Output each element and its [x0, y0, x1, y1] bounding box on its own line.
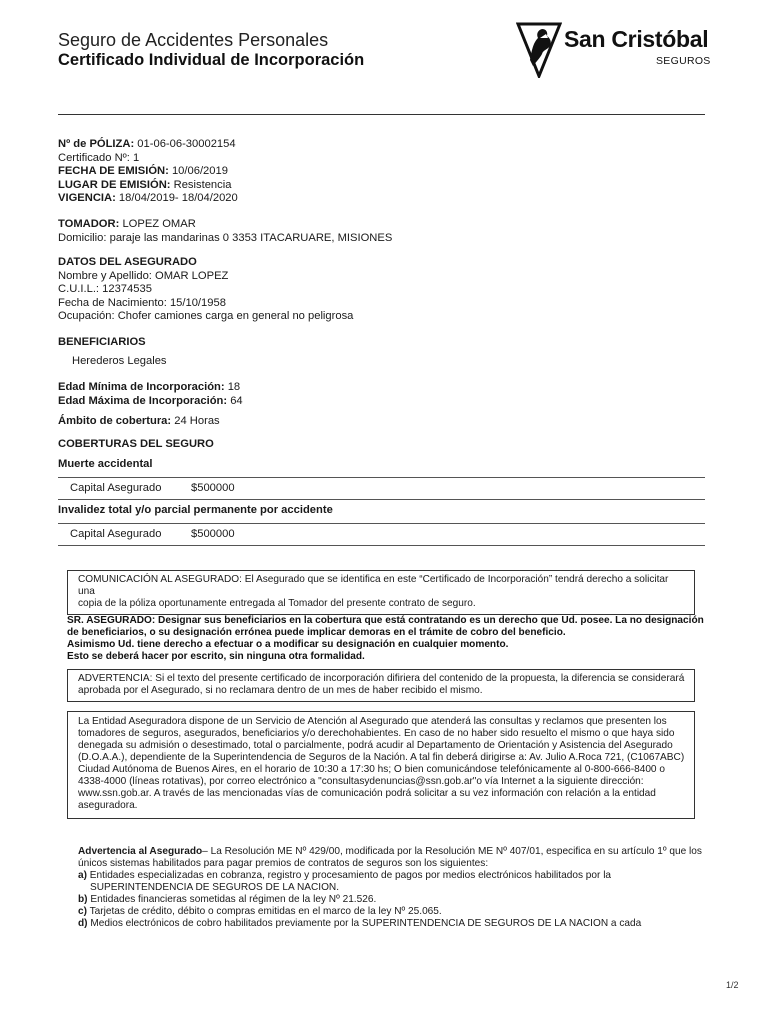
- item-letter: a): [78, 870, 87, 881]
- item-text: Tarjetas de crédito, débito o compras emitidas en el marco de la ley Nº 25.065.: [89, 906, 442, 917]
- entidad-line: denegada su admisión o desestimado, total o parcialmente, podrá acudir al Departamento de Orientación y Asistencia del Asegurado: [78, 740, 673, 751]
- fecha-emision-label: FECHA DE EMISIÓN:: [58, 165, 169, 178]
- entidad-line: www.ssn.gob.ar. A través de las mencionadas vías de comunicación podrá solicitar a su vez información con relación a la entidad: [78, 788, 656, 799]
- item-text: Entidades financieras sometidas al régimen de la ley Nº 21.526.: [90, 894, 377, 905]
- entidad-box: [67, 711, 695, 819]
- edades-info: [58, 381, 243, 408]
- entidad-line: 4338-4000 (líneas rotativas), por correo electrónico a "consultasydenuncias@ssn.gob.ar"o vía Internet a la siguiente dirección:: [78, 776, 644, 787]
- beneficiarios-value: Herederos Legales: [72, 355, 167, 367]
- domicilio-label: Domicilio:: [58, 231, 107, 244]
- nacimiento-label: Fecha de Nacimiento:: [58, 296, 167, 309]
- coberturas-title: COBERTURAS DEL SEGURO: [58, 438, 214, 450]
- capital-value: $500000: [191, 528, 235, 540]
- item-letter: b): [78, 894, 88, 905]
- advertencia-asegurado-intro-line2: únicos sistemas habilitados para pagar premios de contratos de seguros son los siguientes:: [78, 858, 489, 869]
- nombre-label: Nombre y Apellido:: [58, 269, 152, 282]
- header-divider: [58, 114, 705, 115]
- ocupacion-label: Ocupación:: [58, 310, 115, 323]
- cobertura-name: Muerte accidental: [58, 458, 153, 470]
- cobertura-name: Invalidez total y/o parcial permanente por accidente: [58, 504, 333, 516]
- sr-asegurado-line: de beneficiarios, o su designación errónea puede implicar demoras en el trámite de cobro del beneficio.: [67, 627, 566, 638]
- ambito-value: 24 Horas: [174, 415, 220, 427]
- tomador-label: TOMADOR:: [58, 218, 120, 230]
- advertencia-line: ADVERTENCIA: Si el texto del presente certificado de incorporación difiriera del contenido de la propuesta, la diferencia se considerará: [78, 673, 685, 684]
- logo-brand-sub: SEGUROS: [656, 55, 711, 67]
- ocupacion-value: Chofer camiones carga en general no peligrosa: [117, 310, 354, 323]
- policy-info: [58, 138, 238, 206]
- edad-min-value: 18: [227, 381, 241, 393]
- entidad-line: tomadores de seguros, asegurados, beneficiarios y/o derechohabientes. En caso de no haber sido resuelto el mismo o que haya sido: [78, 728, 675, 739]
- document-title: Certificado Individual de Incorporación: [58, 51, 365, 69]
- sr-asegurado-line: SR. ASEGURADO: Designar sus beneficiarios en la cobertura que está contratando es un derecho que Ud. posee. La no designación: [67, 615, 704, 626]
- asegurado-title: DATOS DEL ASEGURADO: [58, 256, 197, 268]
- cobertura-capital-row: [58, 523, 705, 546]
- item-text: SUPERINTENDENCIA DE SEGUROS DE LA NACION.: [90, 882, 340, 893]
- nacimiento-value: 15/10/1958: [169, 296, 226, 309]
- tomador-value: LOPEZ OMAR: [122, 218, 196, 230]
- item-text: Entidades especializadas en cobranza, registro y procesamiento de pagos por medios electrónicos habilitados por la: [89, 870, 612, 881]
- poliza-value: 01-06-06-30002154: [137, 138, 236, 150]
- advertencia-asegurado: [78, 846, 704, 930]
- capital-label: Capital Asegurado: [70, 482, 162, 494]
- entidad-line: Ciudad Autónoma de Buenos Aires, en el horario de 10:30 a 17:30 hs; O bien comunicándose telefónicamente al 0-800-666-8400 o: [78, 764, 665, 775]
- asegurado-info: [58, 256, 353, 324]
- item-text: Medios electrónicos de cobro habilitados previamente por la SUPERINTENDENCIA DE SEGUROS DE LA NACION a cada: [90, 918, 642, 929]
- cuil-label: C.U.I.L.:: [58, 283, 100, 296]
- advertencia-line: aprobada por el Asegurado, si no reclamara dentro de un mes de haber recibido el mismo.: [78, 685, 483, 696]
- nombre-value: OMAR LOPEZ: [155, 269, 229, 282]
- entidad-line: (D.O.A.A.), dependiente de la Superintendencia de Seguros de la Nación. A tal fin deberá dirigirse a: Av. Julio A.Roca 721, (C1067ABC): [78, 752, 685, 763]
- page-number: 1/2: [726, 980, 739, 990]
- vigencia-value: 18/04/2019- 18/04/2020: [118, 192, 238, 205]
- cobertura-capital-row: [58, 477, 705, 500]
- document-subtitle: Seguro de Accidentes Personales: [58, 30, 329, 50]
- comunicacion-box: [67, 570, 695, 615]
- certificado-label: Certificado Nº:: [58, 151, 130, 164]
- comunicacion-line: COMUNICACIÓN AL ASEGURADO: El Asegurado que se identifica en este “Certificado de Incorporación” tendrá derecho a solicitar una: [78, 574, 669, 597]
- lugar-emision-label: LUGAR DE EMISIÓN:: [58, 178, 171, 191]
- logo-brand-name: San Cristóbal: [564, 26, 709, 52]
- poliza-label: Nº de PÓLIZA:: [58, 138, 135, 150]
- fecha-emision-value: 10/06/2019: [171, 165, 228, 178]
- entidad-line: aseguradora.: [78, 800, 138, 811]
- edad-max-value: 64: [230, 394, 243, 407]
- advertencia-box: [67, 669, 695, 702]
- vigencia-label: VIGENCIA:: [58, 192, 116, 205]
- advertencia-asegurado-title: Advertencia al Asegurado: [78, 846, 203, 857]
- tomador-info: [58, 218, 392, 245]
- lugar-emision-value: Resistencia: [173, 178, 232, 191]
- certificado-value: 1: [132, 151, 140, 164]
- item-letter: d): [78, 918, 88, 929]
- edad-min-label: Edad Mínima de Incorporación:: [58, 381, 225, 393]
- beneficiarios-title: BENEFICIARIOS: [58, 336, 146, 348]
- sr-asegurado-notice: [67, 615, 707, 663]
- sr-asegurado-line: Asimismo Ud. tiene derecho a efectuar o a modificar su designación en cualquier momento.: [67, 639, 509, 650]
- capital-value: $500000: [191, 482, 235, 494]
- edad-max-label: Edad Máxima de Incorporación:: [58, 394, 228, 407]
- advertencia-asegurado-intro: – La Resolución ME Nº 429/00, modificada por la Resolución ME Nº 407/01, especifica en su artículo 1º que los: [202, 846, 702, 857]
- ambito-info: [58, 415, 220, 429]
- sr-asegurado-line: Esto se deberá hacer por escrito, sin ninguna otra formalidad.: [67, 651, 365, 662]
- knight-icon: [516, 20, 562, 78]
- item-letter: c): [78, 906, 87, 917]
- entidad-line: La Entidad Aseguradora dispone de un Servicio de Atención al Asegurado que atenderá las consultas y reclamos que presenten los: [78, 716, 667, 727]
- company-logo: [516, 18, 716, 78]
- ambito-label: Ámbito de cobertura:: [58, 415, 172, 427]
- cuil-value: 12374535: [102, 283, 152, 296]
- capital-label: Capital Asegurado: [70, 528, 162, 540]
- comunicacion-line: copia de la póliza oportunamente entregada al Tomador del presente contrato de seguro.: [78, 598, 476, 609]
- domicilio-value: paraje las mandarinas 0 3353 ITACARUARE, MISIONES: [109, 231, 393, 244]
